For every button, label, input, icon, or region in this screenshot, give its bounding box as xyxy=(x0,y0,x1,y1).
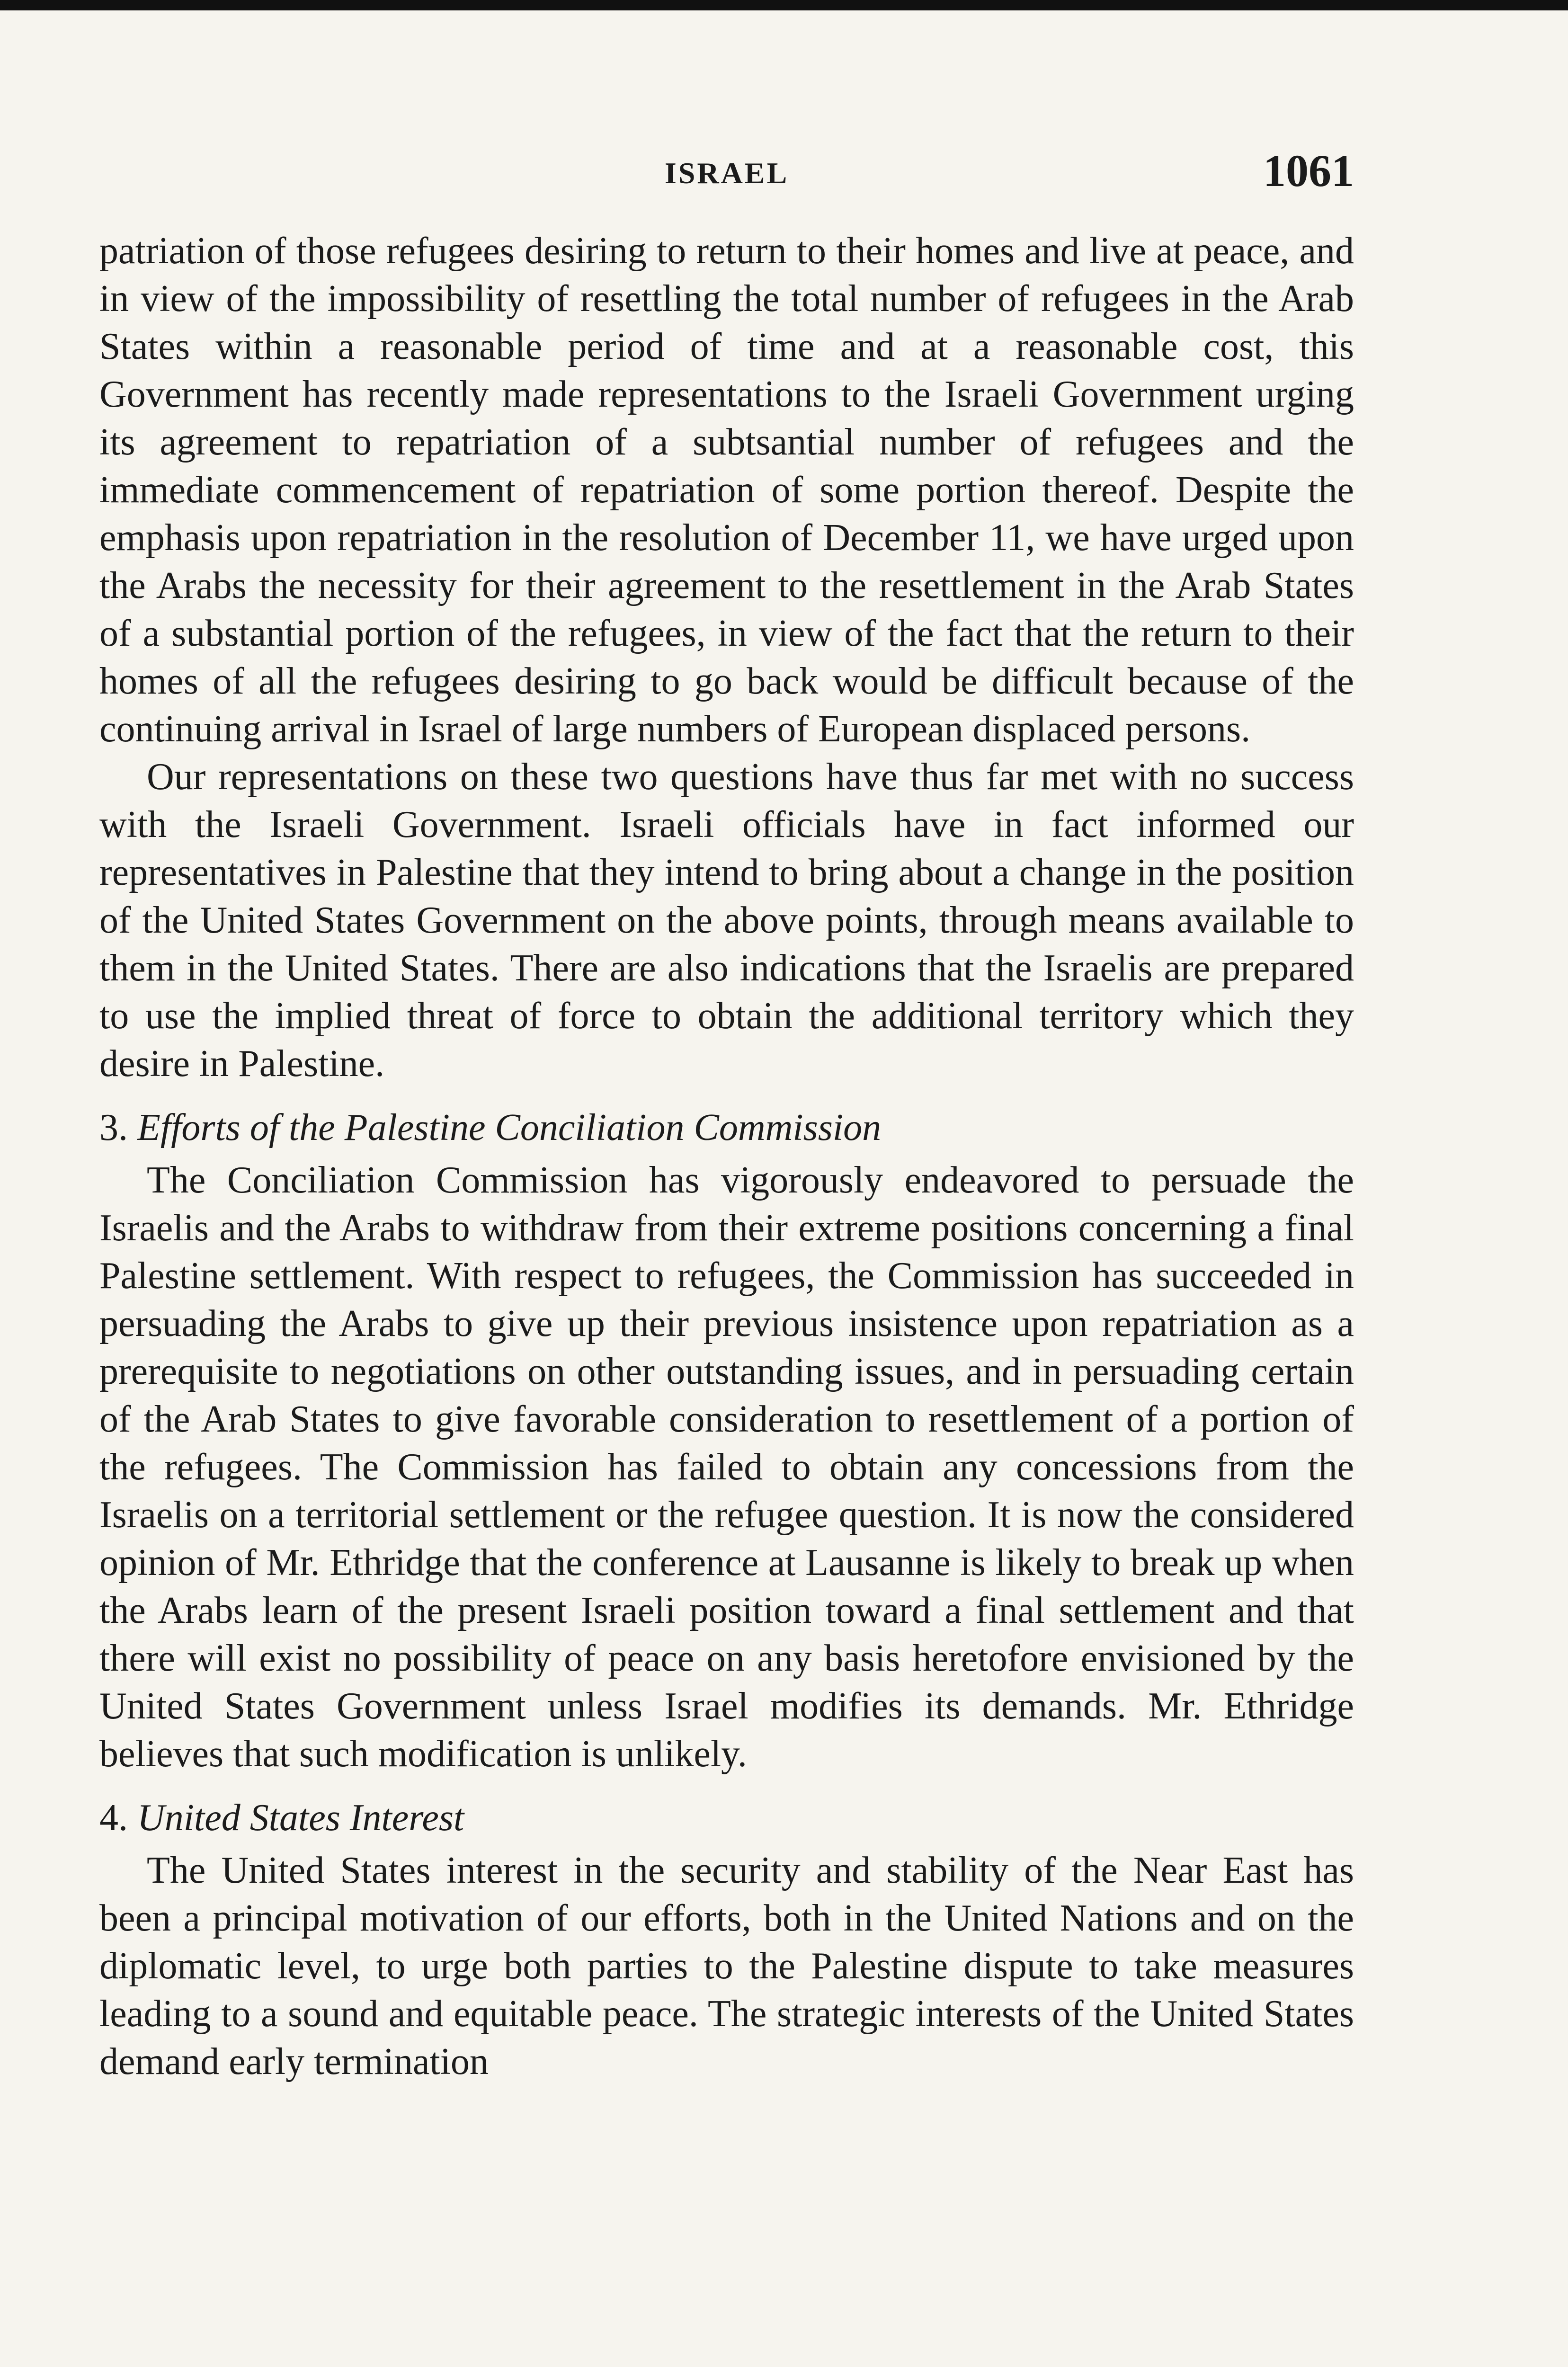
paragraph-representations: Our representations on these two questions have thus far met with no success with the Israeli Government. Israeli officials have in fact informed our representatives in Palestine that they intend to bring about a change in the position of the United States Government on the above points, through means available to them in the United States. There are also indications that the Israelis are prepared to use the implied threat of force to obtain the additional territory which they desire in Palestine. xyxy=(99,756,1354,1085)
section-heading-3 xyxy=(99,1104,1354,1152)
running-title: ISRAEL xyxy=(664,156,789,190)
paragraph-conciliation-commission: The Conciliation Commission has vigorously endeavored to persuade the Israelis and the Arabs to withdraw from their extreme positions concerning a final Palestine settlement. With respect to refugees, the Commission has succeeded in persuading the Arabs to give up their previous insistence upon repatriation as a prerequisite to negotiations on other outstanding issues, and in persuading certain of the Arab States to give favorable consideration to resettlement of a portion of the refugees. The Commission has failed to obtain any concessions from the Israelis on a territorial settlement or the refugee question. It is now the considered opinion of Mr. Ethridge that the conference at Lausanne is likely to break up when the Arabs learn of the present Israeli position toward a final settlement and that there will exist no possibility of peace on any basis heretofore envisioned by the United States Government unless Israel modifies its demands. Mr. Ethridge believes that such modification is unlikely. xyxy=(99,1159,1354,1775)
page-number: 1061 xyxy=(1263,145,1354,196)
section-number: 4. xyxy=(99,1797,128,1839)
section-heading-4 xyxy=(99,1794,1354,1842)
page-body xyxy=(99,227,1354,2086)
paragraph-repatriation-continued: patriation of those refugees desiring to return to their homes and live at peace, and in view of the impossibility of resettling the total number of refugees in the Arab States within a reasonable period of time and at a reasonable cost, this Government has recently made representations to the Israeli Government urging its agreement to repatriation of a subtsantial number of refugees and the immediate commencement of repatriation of some portion thereof. Despite the emphasis upon repatriation in the resolution of December 11, we have urged upon the Arabs the necessity for their agreement to the resettlement in the Arab States of a substantial portion of the refugees, in view of the fact that the return to their homes of all the refugees desiring to go back would be difficult because of the continuing arrival in Israel of large numbers of European displaced persons. xyxy=(99,230,1354,750)
running-head xyxy=(99,144,1354,201)
paragraph-us-interest: The United States interest in the security and stability of the Near East has been a principal motivation of our efforts, both in the United Nations and on the diplomatic level, to urge both parties to the Palestine dispute to take measures leading to a sound and equitable peace. The strategic interests of the United States demand early termination xyxy=(99,1850,1354,2082)
section-title: United States Interest xyxy=(137,1797,464,1839)
section-title: Efforts of the Palestine Conciliation Commission xyxy=(137,1107,882,1148)
section-number: 3. xyxy=(99,1107,128,1148)
top-border-rule xyxy=(0,0,1568,10)
